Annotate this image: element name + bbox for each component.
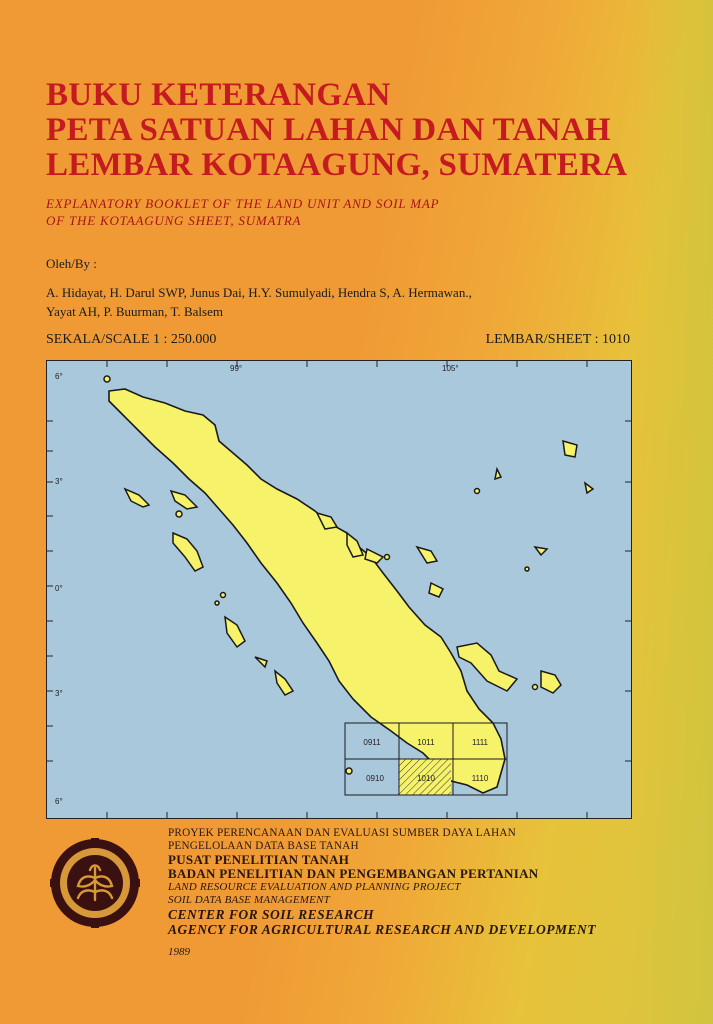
authors-line: A. Hidayat, H. Darul SWP, Junus Dai, H.Y. Sumulyadi, Hendra S, A. Hermawan.,	[46, 285, 472, 300]
sheet-number: 0911	[363, 738, 381, 747]
publisher-line: BADAN PENELITIAN DAN PENGEMBANGAN PERTANIAN	[168, 866, 539, 881]
sheet-number: 1110	[471, 774, 489, 783]
sheet-number: 1111	[471, 738, 489, 747]
authors-list	[46, 283, 666, 321]
sheet-label: LEMBAR/SHEET : 1010	[485, 332, 630, 347]
island	[215, 601, 219, 605]
sumatra-index-map	[46, 360, 632, 819]
map-svg	[47, 361, 631, 818]
lat-label: 0°	[55, 584, 63, 593]
island	[585, 483, 593, 493]
island	[495, 469, 501, 479]
publisher-line: PENGELOLAAN DATA BASE TANAH	[168, 840, 359, 852]
lat-label: 6°	[55, 372, 63, 381]
publisher-line: PUSAT PENELITIAN TANAH	[168, 852, 350, 867]
authors-line: Yayat AH, P. Buurman, T. Balsem	[46, 304, 223, 319]
lat-label: 6°	[55, 797, 63, 806]
island	[171, 491, 197, 509]
sheet-number: 0910	[366, 774, 384, 783]
authors-label: Oleh/By :	[46, 256, 97, 271]
publisher-line: SOIL DATA BASE MANAGEMENT	[168, 894, 330, 906]
publisher-line: AGENCY FOR AGRICULTURAL RESEARCH AND DEVELOPMENT	[168, 922, 596, 937]
english-subtitle	[46, 195, 439, 229]
title-line: BUKU KETERANGAN	[46, 77, 391, 113]
sheet-number: 1011	[417, 738, 435, 747]
island	[417, 547, 437, 563]
island	[125, 489, 149, 507]
lon-label: 99°	[230, 364, 243, 373]
book-title	[46, 78, 627, 183]
island	[221, 593, 226, 598]
island	[457, 643, 517, 691]
island	[541, 671, 561, 693]
title-line: PETA SATUAN LAHAN DAN TANAH	[46, 112, 611, 148]
publication-year: 1989	[168, 946, 190, 958]
island	[225, 617, 245, 647]
subtitle-line: EXPLANATORY BOOKLET OF THE LAND UNIT AND SOIL MAP	[46, 196, 440, 211]
title-line: LEMBAR KOTAAGUNG, SUMATERA	[46, 147, 628, 183]
island	[475, 489, 480, 494]
cover-edge-shade	[633, 0, 713, 1024]
publisher-line: CENTER FOR SOIL RESEARCH	[168, 907, 375, 922]
institution-logo	[50, 838, 140, 928]
publisher-block	[168, 827, 596, 937]
island	[429, 583, 443, 597]
island	[275, 671, 293, 695]
publisher-line: PROYEK PERENCANAAN DAN EVALUASI SUMBER DAYA LAHAN	[168, 827, 516, 839]
island	[176, 511, 182, 517]
scale-sheet-row	[46, 332, 630, 352]
lat-label: 3°	[55, 689, 63, 698]
sumatra-island	[109, 389, 505, 793]
island	[385, 555, 390, 560]
island	[525, 567, 529, 571]
island	[535, 547, 547, 555]
publisher-line: LAND RESOURCE EVALUATION AND PLANNING PROJECT	[168, 881, 461, 893]
island	[255, 657, 267, 667]
island	[346, 768, 352, 774]
sheet-number: 1010	[417, 774, 435, 783]
subtitle-line: OF THE KOTAAGUNG SHEET, SUMATRA	[46, 213, 302, 228]
island	[173, 533, 203, 571]
scale-label: SEKALA/SCALE 1 : 250.000	[46, 332, 217, 347]
island	[563, 441, 577, 457]
lat-label: 3°	[55, 477, 63, 486]
lon-label: 105°	[442, 364, 459, 373]
island	[533, 685, 538, 690]
island	[104, 376, 110, 382]
